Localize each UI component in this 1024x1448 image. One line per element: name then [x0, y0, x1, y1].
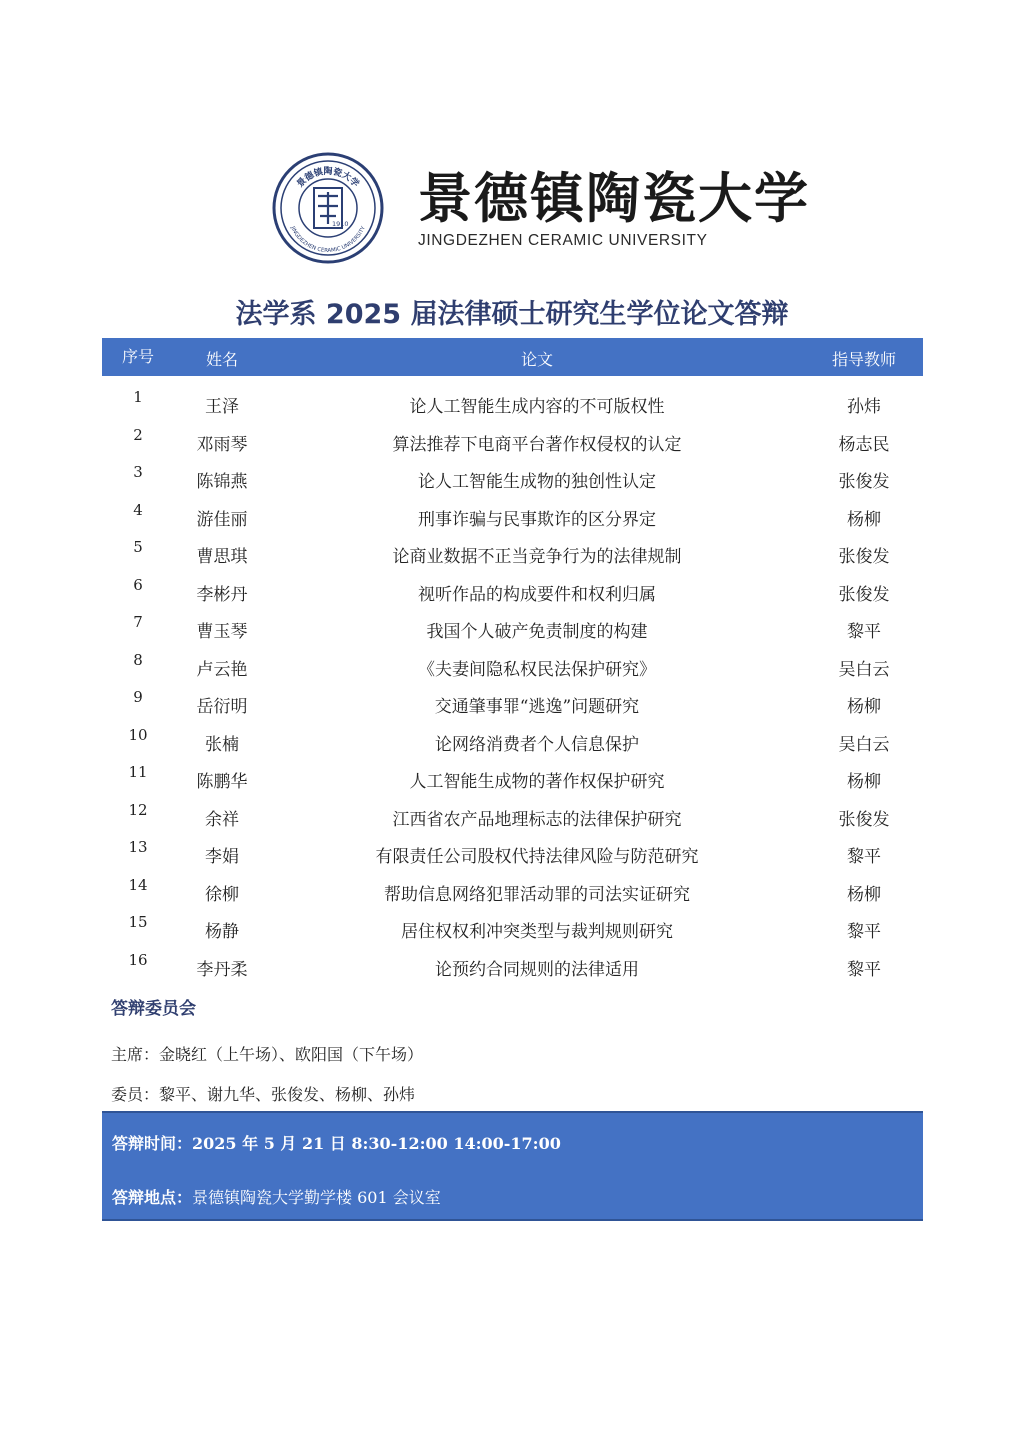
thesis-title: 交通肇事罪“逃逸”问题研究: [434, 697, 640, 717]
student-name: 游佳丽: [196, 509, 248, 530]
advisor-name: 杨柳: [847, 509, 881, 530]
student-name: 岳衍明: [196, 697, 248, 717]
advisor-name: 孙炜: [847, 397, 881, 417]
defense-time: [112, 1131, 561, 1154]
row-number: 7: [133, 613, 143, 631]
university-seal-icon: [272, 152, 384, 264]
advisor-name: 杨柳: [847, 697, 881, 717]
thesis-title: 我国个人破产免责制度的构建: [426, 622, 648, 642]
university-logo: [272, 152, 810, 262]
table-row: [102, 720, 923, 758]
student-name: 李丹柔: [196, 959, 248, 980]
committee-title: 答辩委员会: [111, 999, 196, 1019]
defense-place: [112, 1185, 441, 1208]
row-number: 5: [133, 538, 143, 556]
student-name: 张楠: [205, 734, 239, 755]
row-number: 8: [133, 650, 143, 669]
header-thesis: 论文: [520, 350, 553, 369]
row-number: 12: [128, 800, 148, 819]
table-row: [102, 495, 923, 533]
advisor-name: 黎平: [847, 622, 881, 642]
row-number: 16: [128, 950, 148, 969]
row-number: 4: [133, 500, 143, 519]
student-name: 卢云艳: [196, 659, 248, 680]
advisor-name: 吴白云: [838, 659, 890, 680]
university-name-en: JINGDEZHEN CERAMIC UNIVERSITY: [418, 232, 708, 249]
defense-time-label: 答辩时间：: [112, 1134, 193, 1153]
table-row: [102, 645, 923, 683]
thesis-title: 人工智能生成物的著作权保护研究: [409, 772, 665, 792]
header-advisor: 指导教师: [831, 350, 896, 369]
defense-info-box: [102, 1111, 923, 1221]
table-header: [102, 338, 923, 376]
table-row: [102, 457, 923, 495]
table-row: [102, 945, 923, 983]
committee-members: 委员：黎平、谢九华、张俊发、杨柳、孙炜: [111, 1085, 416, 1104]
student-name: 曹思琪: [196, 547, 248, 567]
row-number: 3: [133, 463, 143, 481]
row-number: 6: [133, 575, 143, 594]
seal-year: 1910: [332, 220, 349, 228]
student-name: 李娟: [205, 847, 239, 867]
advisor-name: 吴白云: [838, 734, 890, 755]
thesis-title: 论预约合同规则的法律适用: [435, 959, 639, 980]
thesis-title: 视听作品的构成要件和权利归属: [418, 584, 656, 605]
advisor-name: 张俊发: [838, 472, 890, 492]
defense-time-value: 2025 年 5 月 21 日 8:30-12:00 14:00-17:00: [192, 1134, 561, 1153]
student-name: 王泽: [205, 397, 239, 417]
thesis-title: 算法推荐下电商平台著作权侵权的认定: [392, 434, 682, 455]
header-no: 序号: [121, 347, 154, 366]
student-name: 杨静: [205, 922, 239, 942]
student-name: 曹玉琴: [196, 622, 248, 642]
row-number: 2: [133, 425, 143, 444]
thesis-title: 论网络消费者个人信息保护: [435, 734, 639, 755]
table-row: [102, 682, 923, 720]
advisor-name: 杨柳: [847, 884, 881, 905]
row-number: 14: [128, 875, 148, 894]
table-row: [102, 907, 923, 945]
thesis-title: 论人工智能生成内容的不可版权性: [409, 397, 665, 417]
row-number: 9: [133, 688, 143, 706]
student-name: 陈锦燕: [196, 472, 248, 492]
thesis-title: 刑事诈骗与民事欺诈的区分界定: [418, 509, 656, 530]
table-row: [102, 420, 923, 458]
student-name: 陈鹏华: [196, 772, 248, 792]
table-row: [102, 795, 923, 833]
defense-place-label: 答辩地点：: [112, 1188, 193, 1207]
advisor-name: 张俊发: [838, 809, 890, 830]
row-number: 13: [128, 838, 148, 856]
table-row: [102, 832, 923, 870]
thesis-title: 居住权权利冲突类型与裁判规则研究: [401, 922, 673, 942]
advisor-name: 杨志民: [838, 434, 890, 455]
advisor-name: 黎平: [847, 922, 881, 942]
row-number: 10: [128, 725, 148, 744]
header-name: 姓名: [205, 350, 238, 369]
university-name-cn: 景德镇陶瓷大学: [418, 166, 810, 230]
advisor-name: 黎平: [847, 959, 881, 980]
table-row: [102, 607, 923, 645]
student-name: 余祥: [205, 809, 239, 830]
table-row: [102, 570, 923, 608]
row-number: 15: [128, 913, 148, 931]
table-row: [102, 757, 923, 795]
row-number: 1: [133, 388, 143, 406]
advisor-name: 张俊发: [838, 584, 890, 605]
advisor-name: 黎平: [847, 847, 881, 867]
advisor-name: 张俊发: [838, 547, 890, 567]
student-name: 徐柳: [205, 884, 239, 905]
table-body: [102, 376, 923, 982]
table-row: [102, 870, 923, 908]
thesis-title: 《夫妻间隐私权民法保护研究》: [418, 659, 656, 680]
defense-place-value: 景德镇陶瓷大学勤学楼 601 会议室: [192, 1188, 441, 1207]
advisor-name: 杨柳: [847, 772, 881, 792]
thesis-title: 帮助信息网络犯罪活动罪的司法实证研究: [384, 884, 690, 905]
row-number: 11: [128, 763, 148, 781]
thesis-title: 有限责任公司股权代持法律风险与防范研究: [375, 847, 699, 867]
student-name: 李彬丹: [196, 584, 248, 605]
thesis-title: 论人工智能生成物的独创性认定: [418, 472, 656, 492]
thesis-title: 江西省农产品地理标志的法律保护研究: [392, 809, 682, 830]
seal-text-en: JINGDEZHEN CERAMIC UNIVERSITY: [289, 225, 367, 255]
table-row: [102, 382, 923, 420]
seal-text-cn: 景德镇陶瓷大学: [295, 167, 361, 190]
committee-chair: 主席：金晓红（上午场）、欧阳国（下午场）: [111, 1045, 424, 1064]
student-name: 邓雨琴: [196, 434, 248, 455]
thesis-title: 论商业数据不正当竞争行为的法律规制: [392, 547, 682, 567]
defense-schedule-table: [102, 338, 923, 982]
page-title: 法学系 2025 届法律硕士研究生学位论文答辩: [235, 299, 789, 330]
table-row: [102, 532, 923, 570]
